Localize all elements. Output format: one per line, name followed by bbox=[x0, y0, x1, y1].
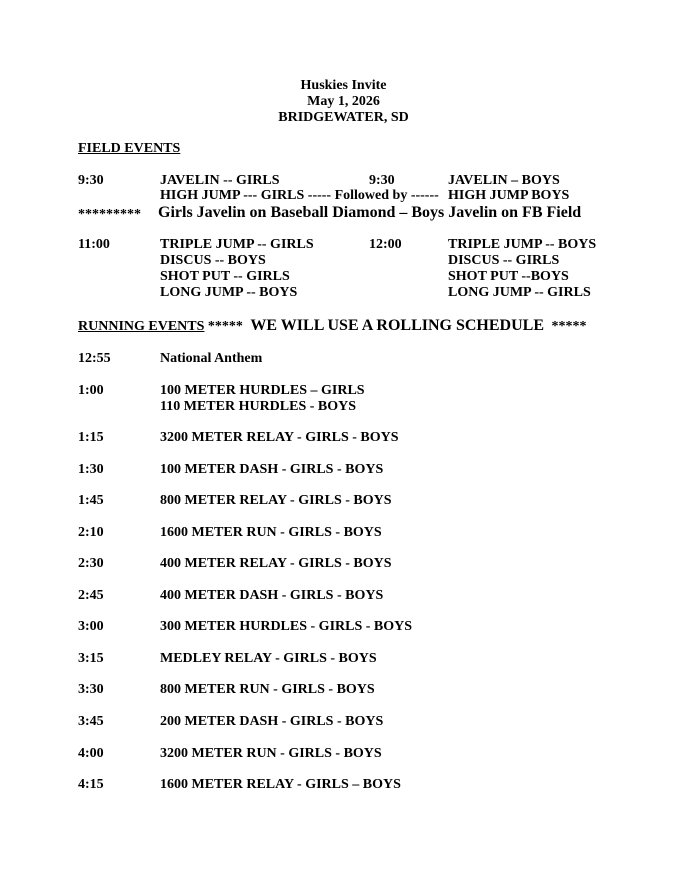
field-event-right: TRIPLE JUMP -- BOYS bbox=[448, 237, 597, 252]
meet-title: Huskies Invite bbox=[300, 78, 387, 93]
stars-left: ***** bbox=[207, 319, 243, 334]
running-time: 1:30 bbox=[78, 462, 104, 477]
running-time: 1:45 bbox=[78, 493, 104, 508]
running-time: 2:10 bbox=[78, 525, 104, 540]
running-event: 1600 METER RUN - GIRLS - BOYS bbox=[160, 525, 382, 540]
running-event: 400 METER RELAY - GIRLS - BOYS bbox=[160, 556, 392, 571]
field-time-930-left: 9:30 bbox=[78, 173, 104, 188]
running-time: 3:30 bbox=[78, 682, 104, 697]
running-event: 300 METER HURDLES - GIRLS - BOYS bbox=[160, 619, 413, 634]
running-event: 200 METER DASH - GIRLS - BOYS bbox=[160, 714, 384, 729]
running-time: 2:30 bbox=[78, 556, 104, 571]
running-time: 1:15 bbox=[78, 430, 104, 445]
running-events-heading: RUNNING EVENTS bbox=[78, 319, 205, 334]
field-event-high-jump-girls: HIGH JUMP --- GIRLS ----- Followed by ------ bbox=[160, 188, 439, 203]
running-event: 400 METER DASH - GIRLS - BOYS bbox=[160, 588, 384, 603]
field-event-left: DISCUS -- BOYS bbox=[160, 253, 266, 268]
field-time-930-right: 9:30 bbox=[369, 173, 395, 188]
field-event-left: SHOT PUT -- GIRLS bbox=[160, 269, 290, 284]
running-time: 1:00 bbox=[78, 383, 104, 398]
running-event: 800 METER RELAY - GIRLS - BOYS bbox=[160, 493, 392, 508]
field-event-left: TRIPLE JUMP -- GIRLS bbox=[160, 237, 314, 252]
running-time: 4:15 bbox=[78, 777, 104, 792]
field-time-1200: 12:00 bbox=[369, 237, 402, 252]
field-events-heading: FIELD EVENTS bbox=[78, 141, 181, 156]
meet-location: BRIDGEWATER, SD bbox=[278, 110, 409, 125]
running-time: 4:00 bbox=[78, 746, 104, 761]
running-event: 100 METER HURDLES – GIRLS bbox=[160, 383, 365, 398]
javelin-location-note: Girls Javelin on Baseball Diamond – Boys Javelin on FB Field bbox=[158, 204, 582, 221]
field-event-right: LONG JUMP -- GIRLS bbox=[448, 285, 591, 300]
stars-right: ***** bbox=[551, 319, 587, 334]
running-event: MEDLEY RELAY - GIRLS - BOYS bbox=[160, 651, 377, 666]
running-time: 3:15 bbox=[78, 651, 104, 666]
field-event-high-jump-boys: HIGH JUMP BOYS bbox=[448, 188, 570, 203]
meet-date: May 1, 2026 bbox=[307, 94, 380, 109]
field-event-javelin-girls: JAVELIN -- GIRLS bbox=[160, 173, 280, 188]
field-event-right: SHOT PUT --BOYS bbox=[448, 269, 569, 284]
running-event: National Anthem bbox=[160, 351, 263, 366]
running-event: 3200 METER RELAY - GIRLS - BOYS bbox=[160, 430, 399, 445]
running-event: 1600 METER RELAY - GIRLS – BOYS bbox=[160, 777, 401, 792]
running-event: 110 METER HURDLES - BOYS bbox=[160, 399, 357, 414]
running-event: 800 METER RUN - GIRLS - BOYS bbox=[160, 682, 375, 697]
running-events-header bbox=[78, 318, 587, 335]
running-time: 2:45 bbox=[78, 588, 104, 603]
field-note-stars: ********* bbox=[78, 207, 141, 222]
rolling-schedule-note: WE WILL USE A ROLLING SCHEDULE bbox=[250, 317, 544, 334]
field-time-1100: 11:00 bbox=[78, 237, 110, 252]
running-time: 12:55 bbox=[78, 351, 111, 366]
running-time: 3:45 bbox=[78, 714, 104, 729]
field-event-right: DISCUS -- GIRLS bbox=[448, 253, 560, 268]
running-event: 100 METER DASH - GIRLS - BOYS bbox=[160, 462, 384, 477]
running-time: 3:00 bbox=[78, 619, 104, 634]
field-event-left: LONG JUMP -- BOYS bbox=[160, 285, 298, 300]
field-event-javelin-boys: JAVELIN – BOYS bbox=[448, 173, 560, 188]
running-event: 3200 METER RUN - GIRLS - BOYS bbox=[160, 746, 382, 761]
